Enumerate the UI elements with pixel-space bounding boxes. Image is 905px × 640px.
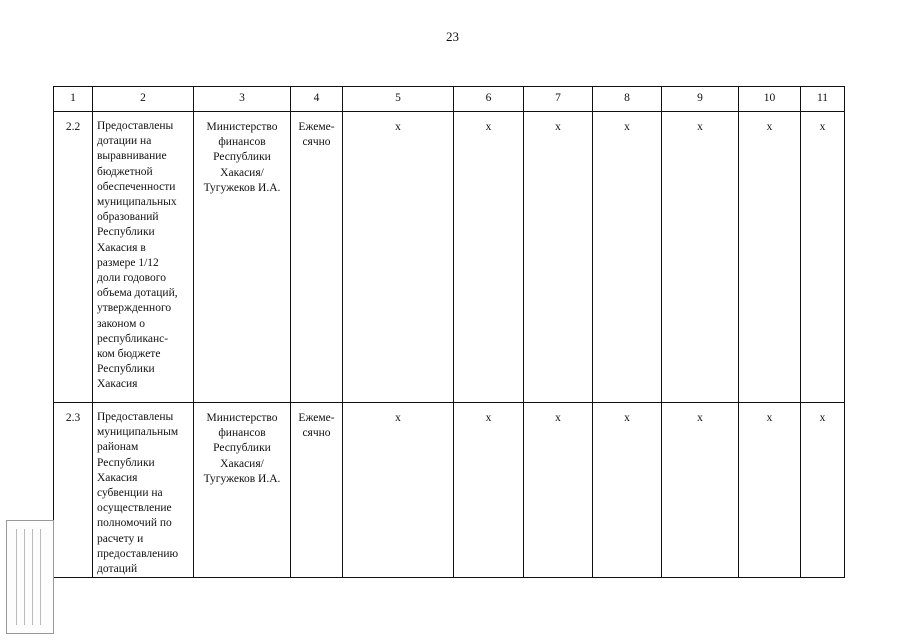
row-mark: x (343, 403, 454, 578)
header-cell: 1 (54, 87, 93, 112)
table-row (54, 112, 845, 403)
header-cell: 10 (739, 87, 801, 112)
text-line: утвержденного (97, 302, 172, 315)
row-mark: x (524, 403, 593, 578)
table-row (54, 403, 845, 578)
row-mark: x (662, 112, 739, 403)
row-number: 2.2 (54, 112, 93, 403)
text-line: Хакасия/ (220, 166, 264, 179)
text-line: финансов (218, 427, 266, 440)
page-number: 23 (446, 29, 459, 44)
text-line: финансов (218, 136, 266, 149)
row-mark: x (454, 403, 524, 578)
text-line: бюджетной (97, 165, 153, 178)
text-line: субвенции на (97, 487, 163, 500)
text-line: образований (97, 211, 159, 224)
text-line: Республики (97, 456, 155, 469)
registration-stamp (6, 520, 54, 634)
row-mark: x (593, 112, 662, 403)
text-line: Тугужеков И.А. (203, 472, 281, 485)
text-line: законом о (97, 317, 145, 330)
text-line: Тугужеков И.А. (203, 181, 281, 194)
text-line: обеспеченности (97, 180, 176, 193)
header-cell: 3 (194, 87, 291, 112)
row-mark: x (593, 403, 662, 578)
row-description (93, 112, 194, 403)
plan-table (53, 86, 845, 578)
text-line: Республики (97, 363, 155, 376)
row-mark: x (343, 112, 454, 403)
text-line: муниципальным (97, 426, 179, 439)
text-line: дотации на (97, 135, 152, 148)
text-line: выравнивание (97, 150, 167, 163)
row-number: 2.3 (54, 403, 93, 578)
text-line: муниципальных (97, 196, 177, 209)
header-cell: 9 (662, 87, 739, 112)
row-executor (194, 112, 291, 403)
text-line: полномочий по (97, 517, 172, 530)
text-line: сячно (302, 427, 331, 440)
text-line: районам (97, 441, 139, 454)
text-line: Республики (213, 442, 271, 455)
text-line: Ежеме- (298, 412, 335, 424)
row-mark: x (739, 403, 801, 578)
text-line: сячно (302, 136, 331, 149)
header-cell: 11 (801, 87, 845, 112)
text-line: ком бюджете (97, 348, 161, 361)
header-cell: 2 (93, 87, 194, 112)
text-line: Республики (213, 151, 271, 164)
header-cell: 5 (343, 87, 454, 112)
text-line: Министерство (206, 412, 278, 424)
text-line: осуществление (97, 502, 172, 515)
text-line: Хакасия в (97, 241, 146, 254)
text-line: Республики (97, 226, 155, 239)
header-cell: 7 (524, 87, 593, 112)
text-line: республиканс- (97, 332, 169, 345)
text-line: Хакасия (97, 471, 138, 484)
row-mark: x (524, 112, 593, 403)
row-description (93, 403, 194, 578)
text-line: Предоставлены (97, 120, 174, 132)
row-mark: x (801, 403, 845, 578)
text-line: Ежеме- (298, 121, 335, 133)
row-period (291, 403, 343, 578)
text-line: Предоставлены (97, 411, 174, 423)
text-line: Министерство (206, 121, 278, 133)
header-cell: 8 (593, 87, 662, 112)
text-line: расчету и (97, 532, 144, 545)
text-line: предоставлению (97, 547, 179, 560)
header-row (54, 87, 845, 112)
header-cell: 4 (291, 87, 343, 112)
text-line: Хакасия (97, 378, 138, 391)
text-line: доли годового (97, 272, 166, 285)
text-line: дотаций (97, 563, 138, 576)
text-line: Хакасия/ (220, 457, 264, 470)
row-period (291, 112, 343, 403)
text-line: объема дотаций, (97, 287, 178, 300)
row-mark: x (454, 112, 524, 403)
header-cell: 6 (454, 87, 524, 112)
text-line: размере 1/12 (97, 256, 159, 269)
row-mark: x (801, 112, 845, 403)
row-executor (194, 403, 291, 578)
row-mark: x (739, 112, 801, 403)
row-mark: x (662, 403, 739, 578)
